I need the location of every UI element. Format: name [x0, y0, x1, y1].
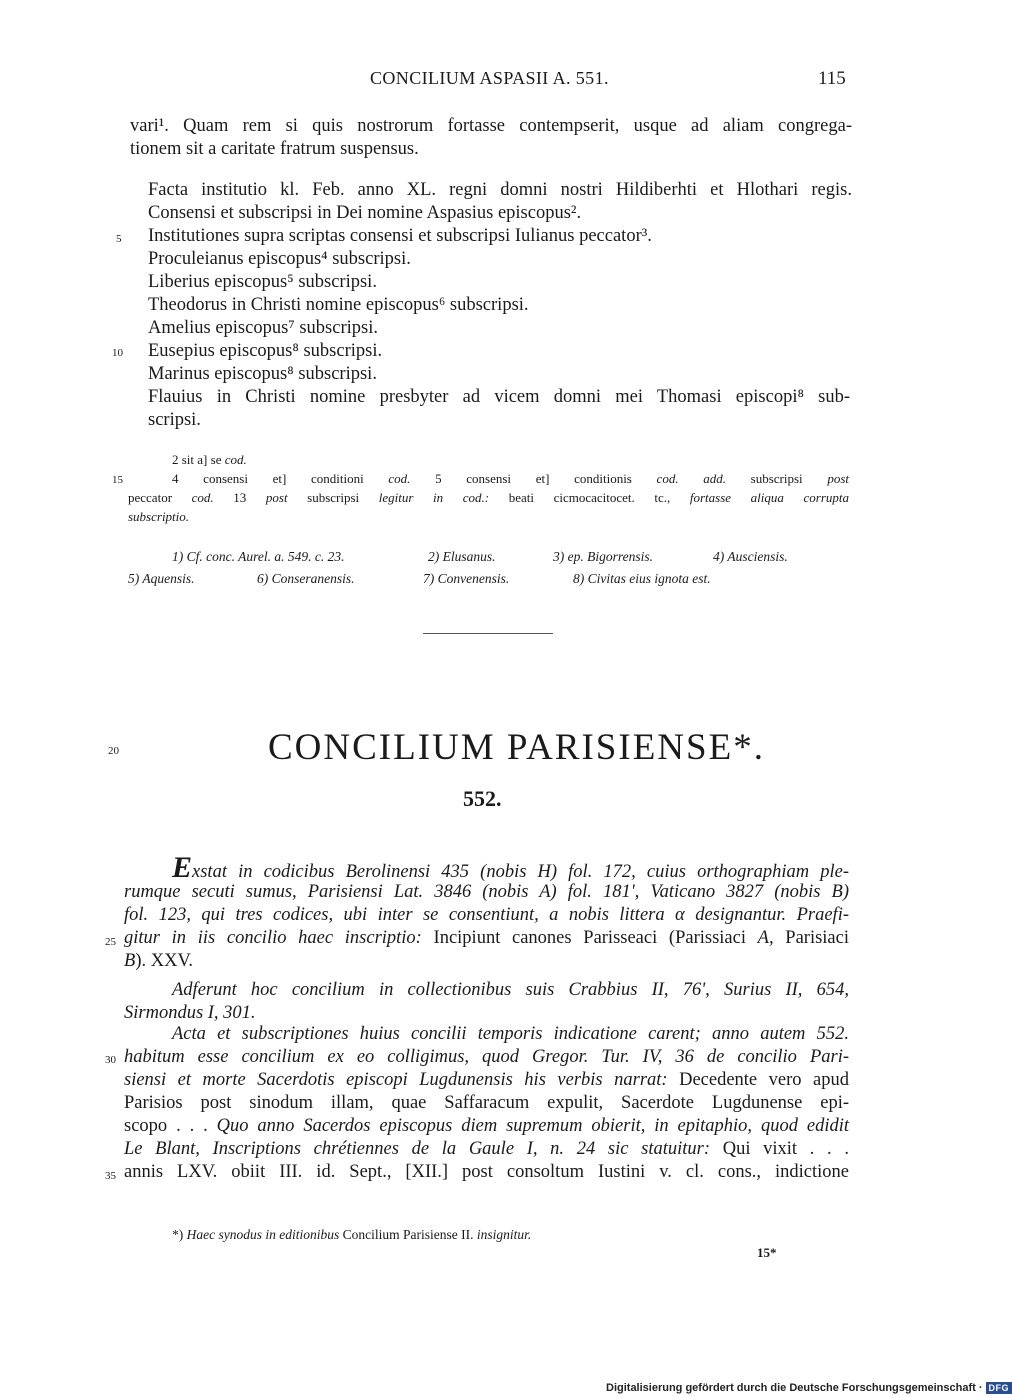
star-footnote: *) Haec synodus in editionibus Concilium Parisiense II. insignitur. — [172, 1227, 532, 1242]
line-number: 35 — [105, 1170, 116, 1182]
footnote: 7) Convenensis. — [423, 571, 510, 586]
apparatus-line: 4 consensi et] conditioni cod. 5 consensi et] conditionis cod. add. subscripsi post — [172, 471, 850, 486]
footnote: 3) ep. Bigorrensis. — [553, 549, 653, 564]
text-line: tionem sit a caritate fratrum suspensus. — [130, 139, 419, 159]
signature-mark: 15* — [757, 1245, 777, 1260]
page-number: 115 — [818, 68, 846, 89]
footnote: 6) Conseranensis. — [257, 571, 355, 586]
intro-line: gitur in iis concilio haec inscriptio: Incipiunt canones Parisseaci (Parissiaci A, Parisiaci — [124, 928, 849, 948]
footnote: 1) Cf. conc. Aurel. a. 549. c. 23. — [172, 549, 345, 564]
digitization-credit: Digitalisierung gefördert durch die Deutsche Forschungsgemeinschaft · DFG — [606, 1382, 1012, 1394]
text-line: vari¹. Quam rem si quis nostrorum fortasse contempserit, usque ad aliam congrega- — [130, 116, 852, 136]
subscription-line: Consensi et subscripsi in Dei nomine Aspasius episcopus². — [148, 203, 582, 223]
intro-line: Le Blant, Inscriptions chrétiennes de la Gaule I, n. 24 sic statuitur: Qui vixit . . . — [124, 1139, 849, 1159]
subscription-line: Liberius episcopus⁵ subscripsi. — [148, 272, 377, 292]
intro-line: Sirmondus I, 301. — [124, 1003, 256, 1023]
line-number: 15 — [112, 474, 123, 486]
dfg-logo-icon: DFG — [986, 1382, 1012, 1394]
section-divider — [423, 633, 553, 634]
line-number: 10 — [112, 347, 123, 359]
footnote: 4) Ausciensis. — [713, 549, 788, 564]
intro-line: Exstat in codicibus Berolinensi 435 (nobis H) fol. 172, cuius orthographiam ple- — [172, 851, 849, 884]
line-number: 5 — [116, 233, 122, 245]
line-number: 30 — [105, 1054, 116, 1066]
running-header-title: CONCILIUM ASPASII A. 551. — [370, 68, 609, 88]
drop-cap: E — [172, 851, 193, 884]
subscription-line: Theodorus in Christi nomine episcopus⁶ subscripsi. — [148, 295, 529, 315]
footnote: 8) Civitas eius ignota est. — [573, 571, 711, 586]
footnote: 5) Aquensis. — [128, 571, 195, 586]
subscription-line: Facta institutio kl. Feb. anno XL. regni domni nostri Hildiberhti et Hlothari regis. — [148, 180, 852, 200]
intro-line: Parisios post sinodum illam, quae Saffaracum expulit, Sacerdote Lugdunense epi- — [124, 1093, 849, 1113]
apparatus-line: subscriptio. — [128, 509, 190, 524]
subscription-line: Marinus episcopus⁸ subscripsi. — [148, 364, 377, 384]
subscription-line: Eusepius episcopus⁸ subscripsi. — [148, 341, 383, 361]
intro-line: rumque secuti sumus, Parisiensi Lat. 3846 (nobis A) fol. 181', Vaticano 3827 (nobis B) — [124, 882, 849, 902]
subscription-line: scripsi. — [148, 410, 201, 430]
apparatus-line: 2 sit a] se cod. — [172, 452, 247, 467]
intro-line: Adferunt hoc concilium in collectionibus suis Crabbius II, 76', Surius II, 654, — [172, 980, 849, 1000]
intro-line: annis LXV. obiit III. id. Sept., [XII.] post consoltum Iustini v. cl. cons., indictione — [124, 1162, 849, 1182]
apparatus-line: peccator cod. 13 post subscripsi legitur in cod.: beati cicmocacitocet. tc., fortasse aliqua corrupta — [128, 490, 849, 505]
footnote: 2) Elusanus. — [428, 549, 496, 564]
line-number: 20 — [108, 745, 119, 757]
subscription-line: Institutiones supra scriptas consensi et subscripsi Iulianus peccator³. — [148, 226, 652, 246]
intro-line: B). XXV. — [124, 951, 194, 971]
line-number: 25 — [105, 936, 116, 948]
subscription-line: Flauius in Christi nomine presbyter ad vicem domni mei Thomasi episcopi⁸ sub- — [148, 387, 850, 407]
intro-line: scopo . . . Quo anno Sacerdos episcopus diem supremum obierit, in epitaphio, quod edidit — [124, 1116, 849, 1136]
intro-line: fol. 123, qui tres codices, ubi inter se consentiunt, a nobis littera α designantur. Praefi- — [124, 905, 849, 925]
intro-line: habitum esse concilium ex eo colligimus, quod Gregor. Tur. IV, 36 de concilio Pari- — [124, 1047, 849, 1067]
section-title: CONCILIUM PARISIENSE*. — [268, 727, 765, 768]
intro-line: siensi et morte Sacerdotis episcopi Lugdunensis his verbis narrat: Decedente vero apud — [124, 1070, 849, 1090]
intro-line: Acta et subscriptiones huius concilii temporis indicatione carent; anno autem 552. — [172, 1024, 849, 1044]
subscription-line: Amelius episcopus⁷ subscripsi. — [148, 318, 378, 338]
section-year: 552. — [463, 786, 502, 811]
subscription-line: Proculeianus episcopus⁴ subscripsi. — [148, 249, 411, 269]
